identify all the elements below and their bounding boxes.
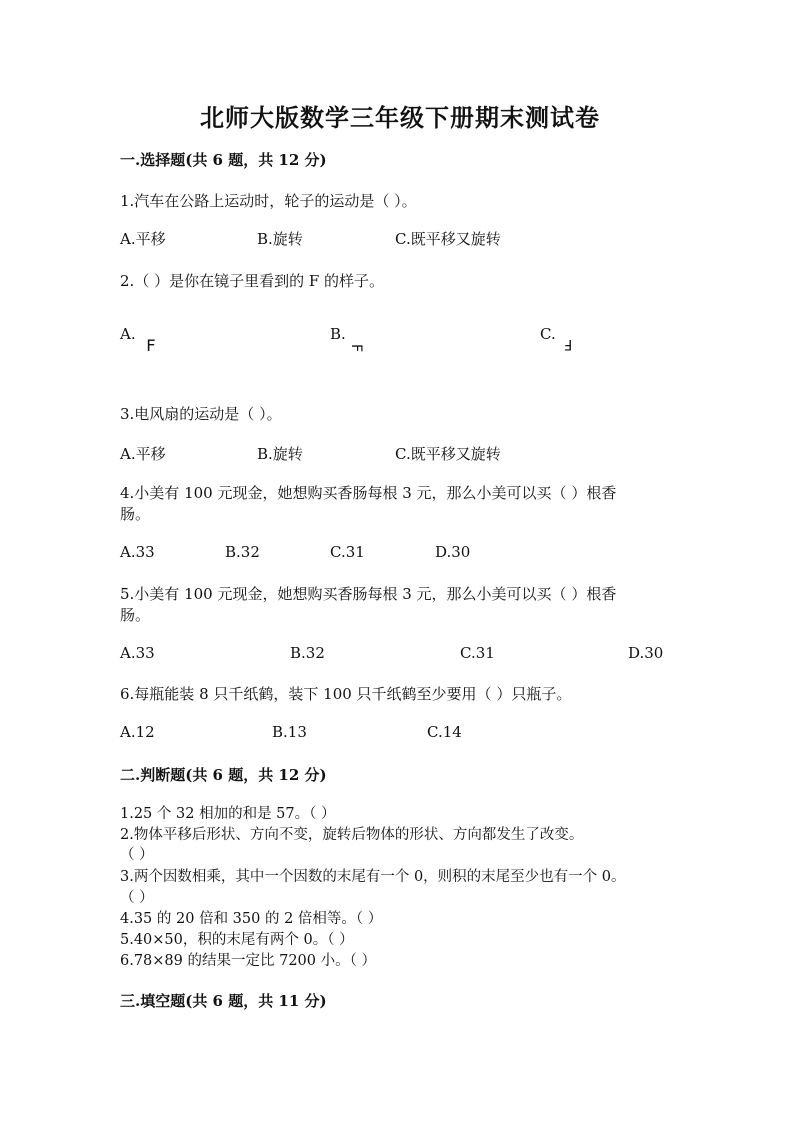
- question-2-option-b: B.: [330, 325, 346, 343]
- question-4-option-b: B.32: [225, 543, 260, 561]
- question-5-option-a: A.33: [120, 644, 155, 662]
- question-3-option-a: A.平移: [120, 445, 166, 463]
- judge-2-line2: （ ）: [120, 847, 154, 863]
- judge-5: 5.40×50，积的末尾有两个 0。（ ）: [120, 932, 354, 948]
- question-1-option-b: B.旋转: [257, 230, 303, 248]
- question-4-text-line1: 4.小美有 100 元现金，她想购买香肠每根 3 元，那么小美可以买（ ）根香: [120, 484, 617, 502]
- section-heading-fill: 三.填空题(共 6 题，共 11 分): [120, 992, 327, 1010]
- judge-6: 6.78×89 的结果一定比 7200 小。（ ）: [120, 953, 376, 969]
- question-5-text-line1: 5.小美有 100 元现金，她想购买香肠每根 3 元，那么小美可以买（ ）根香: [120, 585, 617, 603]
- question-3-option-c: C.既平移又旋转: [395, 445, 501, 463]
- question-1-text: 1.汽车在公路上运动时，轮子的运动是（ ）。: [120, 192, 417, 210]
- question-6-text: 6.每瓶能装 8 只千纸鹤，装下 100 只千纸鹤至少要用（ ）只瓶子。: [120, 685, 572, 703]
- question-5-option-c: C.31: [460, 644, 495, 662]
- question-2-option-c: C.: [540, 325, 556, 343]
- question-3-text: 3.电风扇的运动是（ ）。: [120, 405, 282, 423]
- question-5-option-d: D.30: [628, 644, 664, 662]
- question-2-text: 2.（ ）是你在镜子里看到的 F 的样子。: [120, 272, 385, 290]
- question-4-option-a: A.33: [120, 543, 155, 561]
- question-1-option-c: C.既平移又旋转: [395, 230, 501, 248]
- page-title: 北师大版数学三年级下册期末测试卷: [200, 103, 600, 132]
- section-heading-choice: 一.选择题(共 6 题，共 12 分): [120, 151, 327, 169]
- question-4-text-line2: 肠。: [120, 505, 151, 523]
- question-5-option-b: B.32: [290, 644, 325, 662]
- judge-4: 4.35 的 20 倍和 350 的 2 倍相等。（ ）: [120, 911, 383, 927]
- question-3-option-b: B.旋转: [257, 445, 303, 463]
- section-heading-judge: 二.判断题(共 6 题，共 12 分): [120, 766, 327, 784]
- question-6-option-c: C.14: [427, 723, 462, 741]
- judge-3-line1: 3.两个因数相乘，其中一个因数的末尾有一个 0，则积的末尾至少也有一个 0。: [120, 869, 626, 885]
- judge-3-line2: （ ）: [120, 890, 154, 906]
- judge-2-line1: 2.物体平移后形状、方向不变，旋转后物体的形状、方向都发生了改变。: [120, 827, 584, 843]
- question-4-option-c: C.31: [330, 543, 365, 561]
- judge-1: 1.25 个 32 相加的和是 57。（ ）: [120, 806, 336, 822]
- question-1-option-a: A.平移: [120, 230, 166, 248]
- question-6-option-b: B.13: [272, 723, 307, 741]
- question-6-option-a: A.12: [120, 723, 155, 741]
- question-2-figure-c: F: [564, 336, 573, 352]
- question-5-text-line2: 肠。: [120, 606, 151, 624]
- question-4-option-d: D.30: [435, 543, 471, 561]
- question-2-figure-b: F: [348, 343, 365, 353]
- question-2-figure-a: F: [146, 336, 156, 355]
- question-2-option-a: A.: [120, 325, 136, 343]
